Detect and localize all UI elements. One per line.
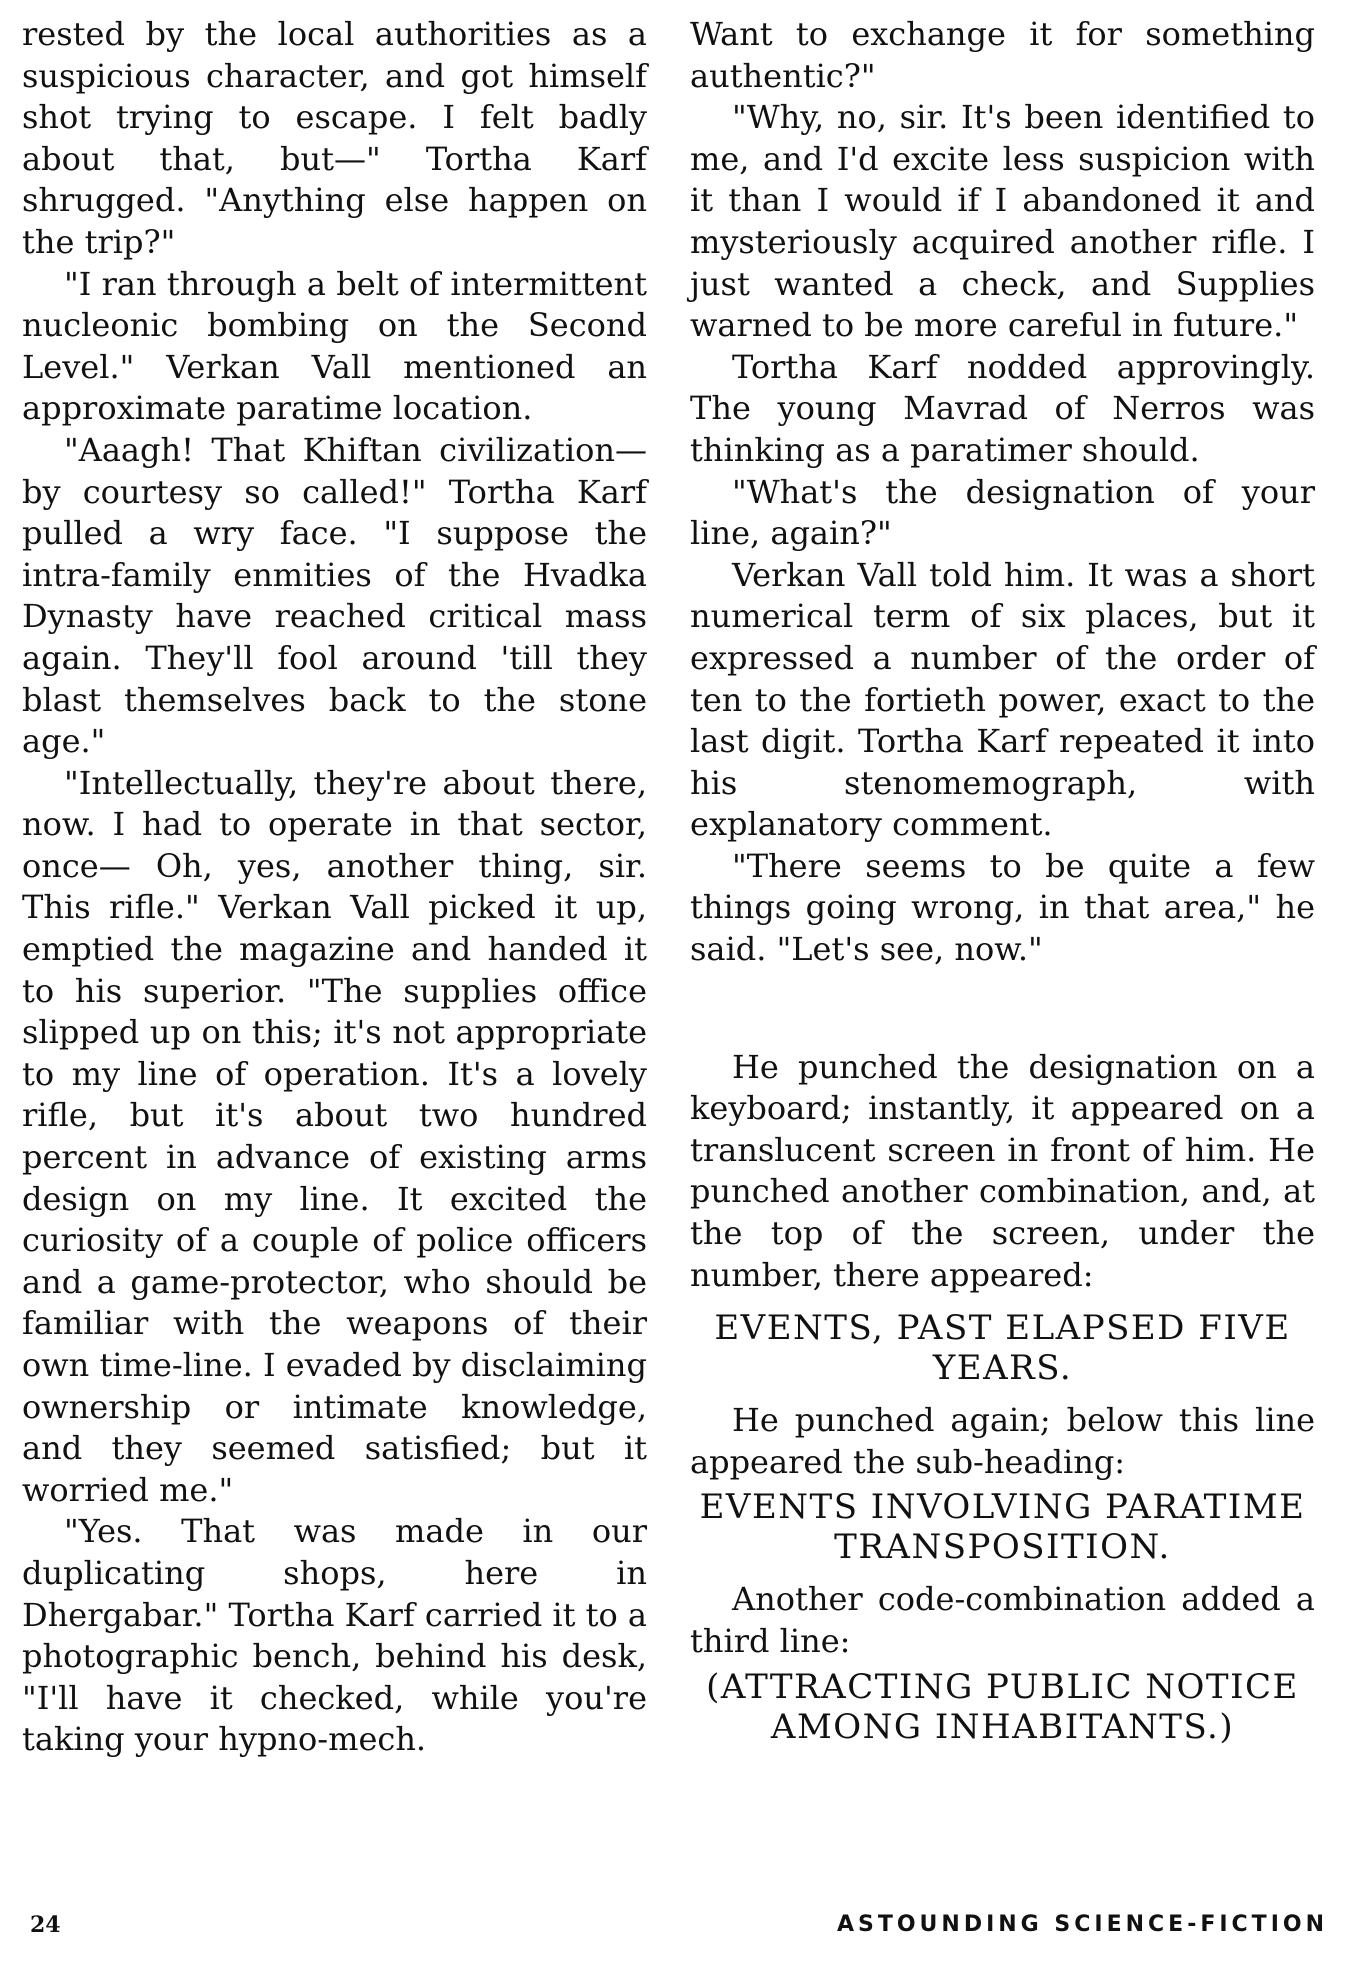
paragraph: "There seems to be quite a few things going wrong, in that area," he said. "Let's see, now." [690,846,1315,969]
paragraph: "What's the designation of your line, again?" [690,472,1315,553]
paragraph: "Why, no, sir. It's been identified to me, and I'd excite less suspicion with it than I would if I abandoned it and mysteriously acquired another rifle. I just wanted a check, and Supplies warned to be more careful in future." [690,98,1315,345]
paragraph: Want to exchange it for something authentic?" [690,15,1315,95]
right-column [690,14,1315,1759]
paragraph: Tortha Karf nodded approvingly. The young Mavrad of Nerros was thinking as a paratimer should. [690,347,1315,469]
paragraph: He punched the designation on a keyboard; instantly, it appeared on a translucent screen in front of him. He punched another combination, and, at the top of the screen, under the number, there appeared: [690,1047,1315,1294]
screen-headline: (ATTRACTING PUBLIC NOTICE AMONG INHABITANTS.) [706,1666,1299,1747]
paragraph: "Aaagh! That Khiftan civilization—by courtesy so called!" Tortha Karf pulled a wry face. "I suppose the intra-family enmities of the Hvadka Dynasty have reached critical mass again. They'll fool around 'till they blast themselves back to the stone age." [22,430,647,761]
paragraph: "I ran through a belt of intermittent nucleonic bombing on the Second Level." Verkan Vall mentioned an approximate paratime location. [22,264,647,428]
paragraph: "Intellectually, they're about there, now. I had to operate in that sector, once— Oh, yes, another thing, sir. This rifle." Verkan Vall picked it up, emptied the magazine and handed it to his superior. "The supplies office slipped up on this; it's not appropriate to my line of operation. It's a lovely rifle, but it's about two hundred percent in advance of existing arms design on my line. It excited the curiosity of a couple of police officers and a game-protector, who should be familiar with the weapons of their own time-line. I evaded by disclaiming ownership or intimate knowledge, and they seemed satisfied; but it worried me." [22,763,647,1509]
paragraph: rested by the local authorities as a suspicious character, and got himself shot trying to escape. I felt badly about that, but—" Tortha Karf shrugged. "Anything else happen on the trip?" [22,15,647,261]
paragraph: "Yes. That was made in our duplicating shops, here in Dhergabar." Tortha Karf carried it to a photographic bench, behind his desk, "I'll have it checked, while you're taking your hypno-mech. [22,1512,647,1759]
page-number: 24 [30,1912,61,1938]
left-column [22,14,647,1761]
magazine-title: ASTOUNDING SCIENCE-FICTION [836,1912,1328,1937]
paragraph: Verkan Vall told him. It was a short numerical term of six places, but it expressed a number of the order of ten to the fortieth power, exact to the last digit. Tortha Karf repeated it into his stenomemograph, with explanatory comment. [690,555,1315,844]
screen-headline: EVENTS, PAST ELAPSED FIVE YEARS. [714,1308,1291,1389]
screen-headline: EVENTS INVOLVING PARATIME TRANSPOSITION. [699,1487,1306,1568]
paragraph: He punched again; below this line appeared the sub-heading: [690,1401,1315,1481]
paragraph: Another code-combination added a third line: [690,1580,1315,1660]
